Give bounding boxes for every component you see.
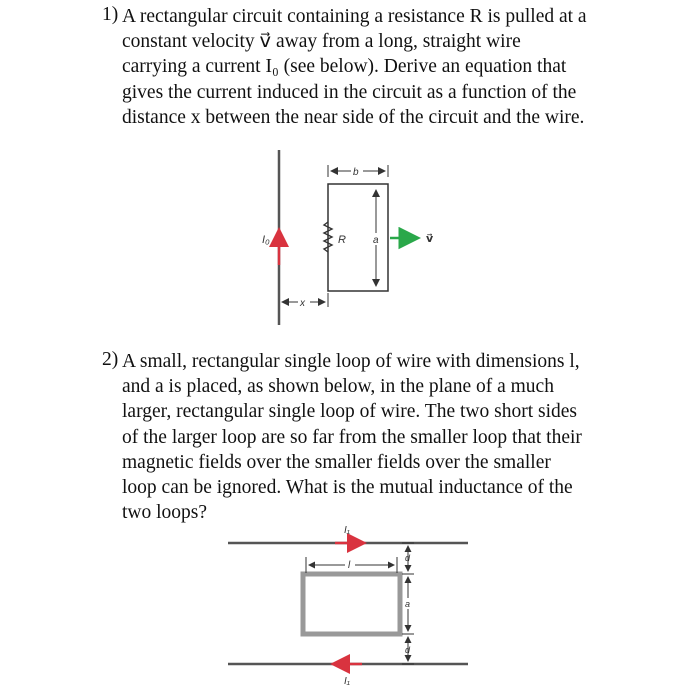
height-label-2: a (405, 599, 411, 609)
question-2-line-5: magnetic fields over the smaller fields over the smaller (122, 451, 551, 473)
upper-gap-label: d (405, 553, 411, 563)
question-2-line-1: A small, rectangular single loop of wire with dimensions l, (122, 351, 580, 372)
question-1-number: 1) (102, 4, 119, 25)
distance-label: x (300, 298, 305, 309)
resistor-label: R (338, 234, 346, 246)
top-current-label: I₁ (344, 525, 350, 536)
question-1-line-1: A rectangular circuit containing a resistance R is pulled at a (122, 6, 587, 27)
question-1-line-5: distance x between the near side of the circuit and the wire. (122, 106, 585, 128)
question-2-number: 2) (102, 349, 119, 370)
bottom-current-label: I₁ (344, 676, 350, 687)
velocity-label: v⃗ (426, 233, 434, 245)
question-2-line-4: of the larger loop are so far from the smaller loop that their (122, 426, 582, 448)
question-1-line-3: carrying a current I₀ (see below). Derive an equation that (122, 56, 567, 78)
question-2-line-3: larger, rectangular single loop of wire. The two short sides (122, 401, 578, 423)
small-loop (303, 574, 400, 634)
question-2-line-7: two loops? (122, 502, 208, 524)
question-1-text (122, 4, 587, 130)
width-label: b (353, 167, 359, 178)
figure-2-loops (225, 520, 470, 690)
question-2-line-2: and a is placed, as shown below, in the plane of a much (122, 376, 554, 398)
lower-gap-label: d (405, 645, 411, 655)
question-2-line-6: loop can be ignored. What is the mutual inductance of the (122, 477, 573, 499)
height-label: a (373, 235, 379, 246)
question-2-text (122, 349, 582, 525)
length-label: l (348, 560, 351, 571)
current-label: I₀ (262, 234, 270, 246)
figure-1-circuit (240, 150, 470, 330)
question-1-line-2: constant velocity v⃗ away from a long, straight wire (122, 31, 521, 53)
question-1-line-4: gives the current induced in the circuit as a function of the (122, 81, 577, 103)
